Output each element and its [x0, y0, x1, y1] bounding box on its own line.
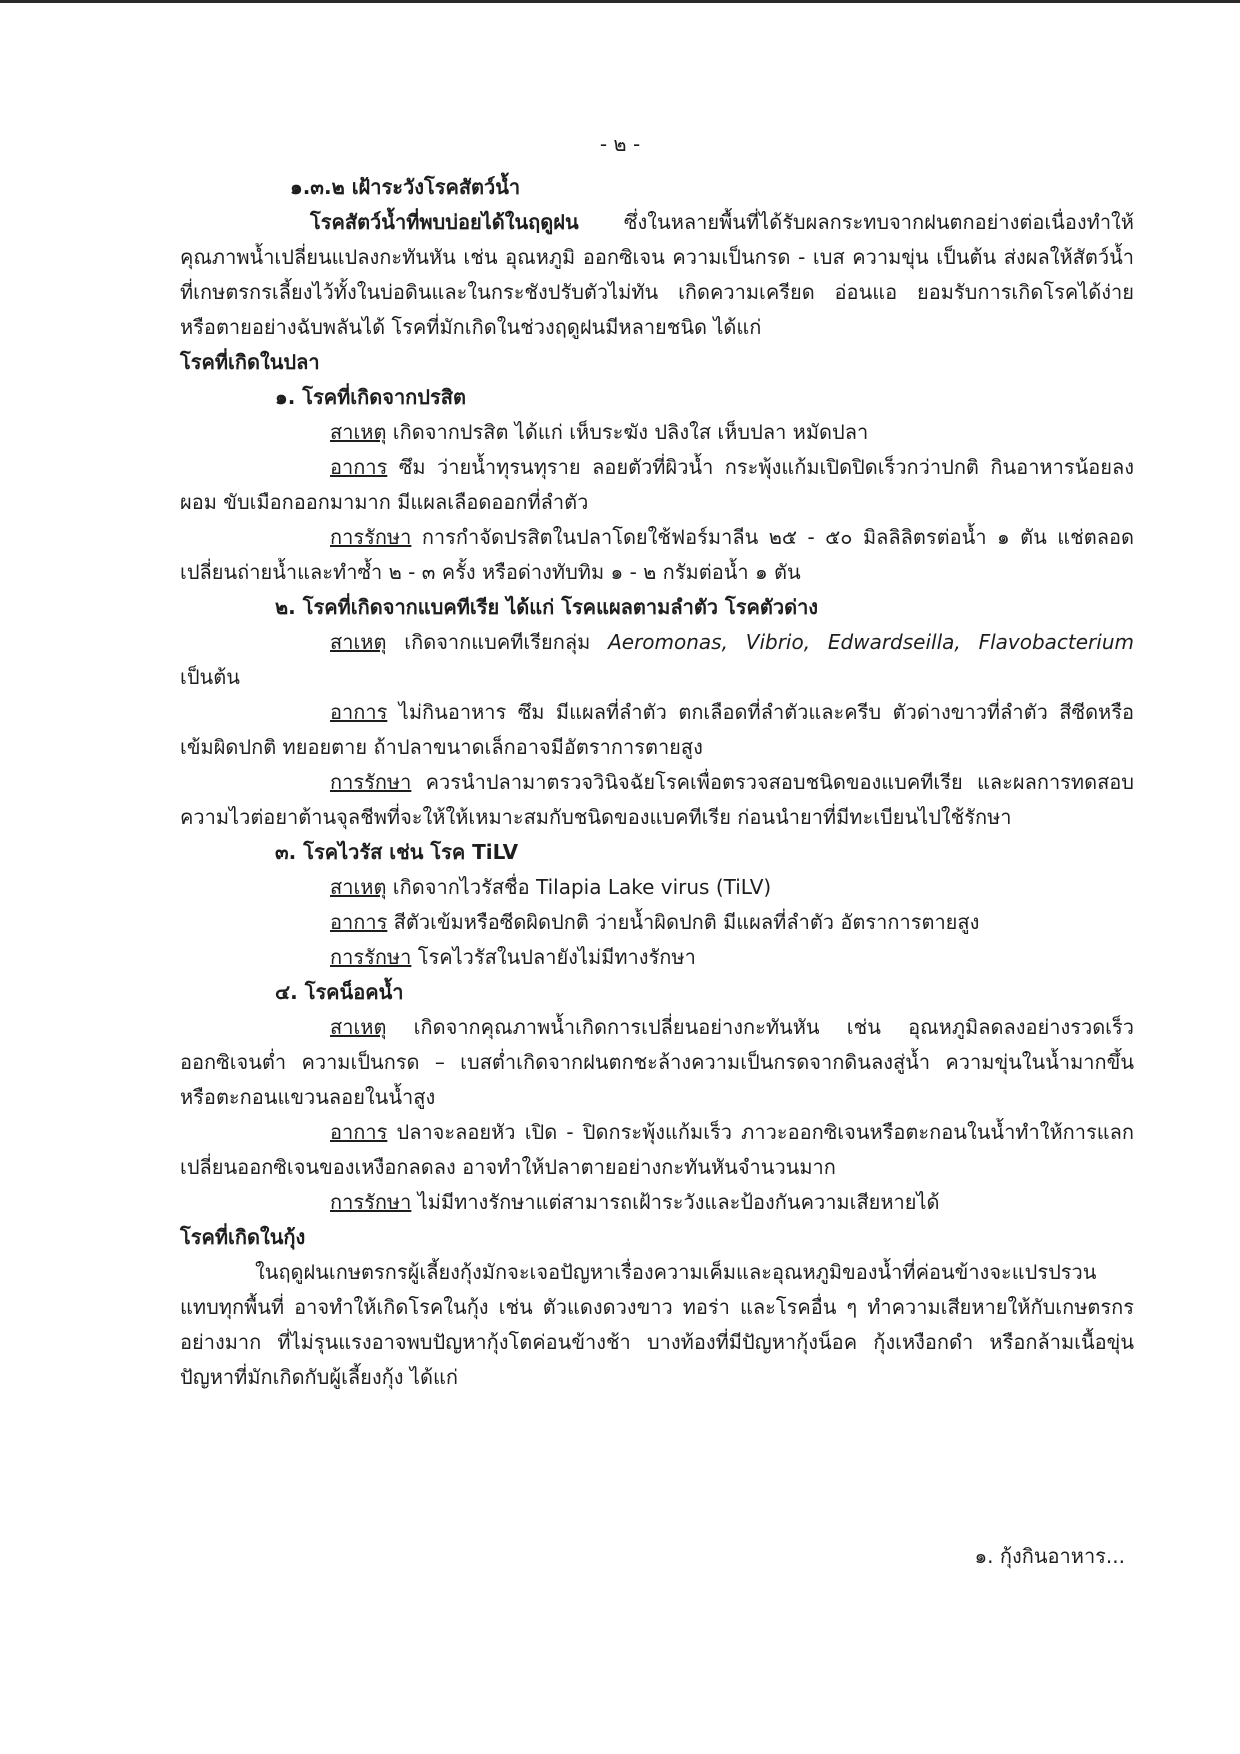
fish-disease-3-treatment: การรักษา โรคไวรัสในปลายังไม่มีทางรักษา: [330, 945, 696, 969]
fish-disease-4-treatment: การรักษา ไม่มีทางรักษาแต่สามารถเฝ้าระวังและป้องกันความเสียหายได้: [330, 1190, 940, 1214]
fish-disease-2-cause: สาเหตุ เกิดจากแบคทีเรียกลุ่ม Aeromonas, Vibrio, Edwardseilla, Flavobacterium เป็นต้น: [180, 630, 1134, 689]
symptom-label: อาการ: [330, 1120, 388, 1144]
symptom-label: อาการ: [330, 700, 388, 724]
fish-disease-3-title: ๓. โรคไวรัส เช่น โรค TiLV: [275, 840, 519, 864]
treatment-label: การรักษา: [330, 525, 412, 549]
fish-disease-1-symptom: อาการ ซึม ว่ายน้ำทุรนทุราย ลอยตัวที่ผิวน้ำ กระพุ้งแก้มเปิดปิดเร็วกว่าปกติ กินอาหารน้อยลงผอม ขับเมือกออกมามาก มีแผลเลือดออกที่ลำตัว: [180, 455, 1134, 514]
treatment-label: การรักษา: [330, 1190, 412, 1214]
cause-label: สาเหตุ: [330, 1015, 387, 1039]
fish-disease-3-cause: สาเหตุ เกิดจากไวรัสชื่อ Tilapia Lake virus (TiLV): [330, 875, 772, 899]
intro-paragraph: [180, 205, 1134, 345]
intro-text: ซึ่งในหลายพื้นที่ได้รับผลกระทบจากฝนตกอย่างต่อเนื่องทำให้คุณภาพน้ำเปลี่ยนแปลงกะทันหัน เช่น อุณหภูมิ ออกซิเจน ความเป็นกรด - เบส ความขุ่น เป็นต้น ส่งผลให้สัตว์น้ำที่เกษตรกรเลี้ยงไว้ทั้งในบ่อดินและในกระชังปรับตัวไม่ทัน เกิดความเครียด อ่อนแอ ยอมรับการเกิดโรคได้ง่าย หรือตายอย่างฉับพลันได้ โรคที่มักเกิดในช่วงฤดูฝนมีหลายชนิด ได้แก่: [180, 210, 1134, 339]
symptom-label: อาการ: [330, 455, 388, 479]
treatment-label: การรักษา: [330, 945, 412, 969]
fish-disease-2-treatment: การรักษา ควรนำปลามาตรวจวินิจฉัยโรคเพื่อตรวจสอบชนิดของแบคทีเรีย และผลการทดสอบความไวต่อยาต้านจุลชีพที่จะให้ให้เหมาะสมกับชนิดของแบคทีเรีย ก่อนนำยาที่มีทะเบียนไปใช้รักษา: [180, 770, 1134, 829]
symptom-label: อาการ: [330, 910, 388, 934]
cause-label: สาเหตุ: [330, 420, 387, 444]
fish-disease-1-title: ๑. โรคที่เกิดจากปรสิต: [275, 385, 466, 409]
scan-top-border: [0, 0, 1240, 3]
fish-disease-2-symptom: อาการ ไม่กินอาหาร ซึม มีแผลที่ลำตัว ตกเลือดที่ลำตัวและครีบ ตัวด่างขาวที่ลำตัว สีซีดหรือเข้มผิดปกติ ทยอยตาย ถ้าปลาขนาดเล็กอาจมีอัตราการตายสูง: [180, 700, 1134, 759]
intro-lead: โรคสัตว์น้ำที่พบบ่อยได้ในฤดูฝน: [310, 210, 579, 234]
continuation-marker: ๑. กุ้งกินอาหาร...: [974, 1544, 1125, 1568]
shrimp-heading: โรคที่เกิดในกุ้ง: [180, 1225, 306, 1249]
fish-disease-1-cause: สาเหตุ เกิดจากปรสิต ได้แก่ เห็บระฆัง ปลิงใส เห็บปลา หมัดปลา: [330, 420, 869, 444]
treatment-label: การรักษา: [330, 770, 412, 794]
fish-heading: โรคที่เกิดในปลา: [180, 350, 320, 374]
fish-disease-4-title: ๔. โรคน็อคน้ำ: [275, 980, 404, 1004]
document-body: [180, 170, 1134, 1395]
fish-disease-2-title: ๒. โรคที่เกิดจากแบคทีเรีย ได้แก่ โรคแผลตามลำตัว โรคตัวด่าง: [275, 595, 819, 619]
fish-disease-1-treatment: การรักษา การกำจัดปรสิตในปลาโดยใช้ฟอร์มาลีน ๒๕ - ๕๐ มิลลิลิตรต่อน้ำ ๑ ตัน แช่ตลอดเปลี่ยนถ่ายน้ำและทำซ้ำ ๒ - ๓ ครั้ง หรือด่างทับทิม ๑ - ๒ กรัมต่อน้ำ ๑ ตัน: [180, 525, 1134, 584]
cause-label: สาเหตุ: [330, 875, 387, 899]
shrimp-paragraph: ในฤดูฝนเกษตรกรผู้เลี้ยงกุ้งมักจะเจอปัญหาเรื่องความเค็มและอุณหภูมิของน้ำที่ค่อนข้างจะแปรปรวนแทบทุกพื้นที่ อาจทำให้เกิดโรคในกุ้ง เช่น ตัวแดงดวงขาว ทอร่า และโรคอื่น ๆ ทำความเสียหายให้กับเกษตรกรอย่างมาก ที่ไม่รุนแรงอาจพบปัญหากุ้งโตค่อนข้างช้า บางท้องที่มีปัญหากุ้งน็อค กุ้งเหงือกดำ หรือกล้ามเนื้อขุ่นปัญหาที่มักเกิดกับผู้เลี้ยงกุ้ง ได้แก่: [180, 1260, 1134, 1389]
bacteria-genera: Aeromonas, Vibrio, Edwardseilla, Flavobacterium: [608, 630, 1134, 654]
fish-disease-4-symptom: อาการ ปลาจะลอยหัว เปิด - ปิดกระพุ้งแก้มเร็ว ภาวะออกซิเจนหรือตะกอนในน้ำทำให้การแลกเปลี่ยนออกซิเจนของเหงือกลดลง อาจทำให้ปลาตายอย่างกะทันหันจำนวนมาก: [180, 1120, 1134, 1179]
fish-disease-4-cause: สาเหตุ เกิดจากคุณภาพน้ำเกิดการเปลี่ยนอย่างกะทันหัน เช่น อุณหภูมิลดลงอย่างรวดเร็วออกซิเจนต่ำ ความเป็นกรด – เบสต่ำเกิดจากฝนตกชะล้างความเป็นกรดจากดินลงสู่น้ำ ความขุ่นในน้ำมากขึ้นหรือตะกอนแขวนลอยในน้ำสูง: [180, 1015, 1134, 1109]
cause-label: สาเหตุ: [330, 630, 387, 654]
section-heading: ๑.๓.๒ เฝ้าระวังโรคสัตว์น้ำ: [290, 175, 521, 199]
page-number: - ๒ -: [599, 132, 641, 156]
fish-disease-3-symptom: อาการ สีตัวเข้มหรือซีดผิดปกติ ว่ายน้ำผิดปกติ มีแผลที่ลำตัว อัตราการตายสูง: [330, 910, 980, 934]
